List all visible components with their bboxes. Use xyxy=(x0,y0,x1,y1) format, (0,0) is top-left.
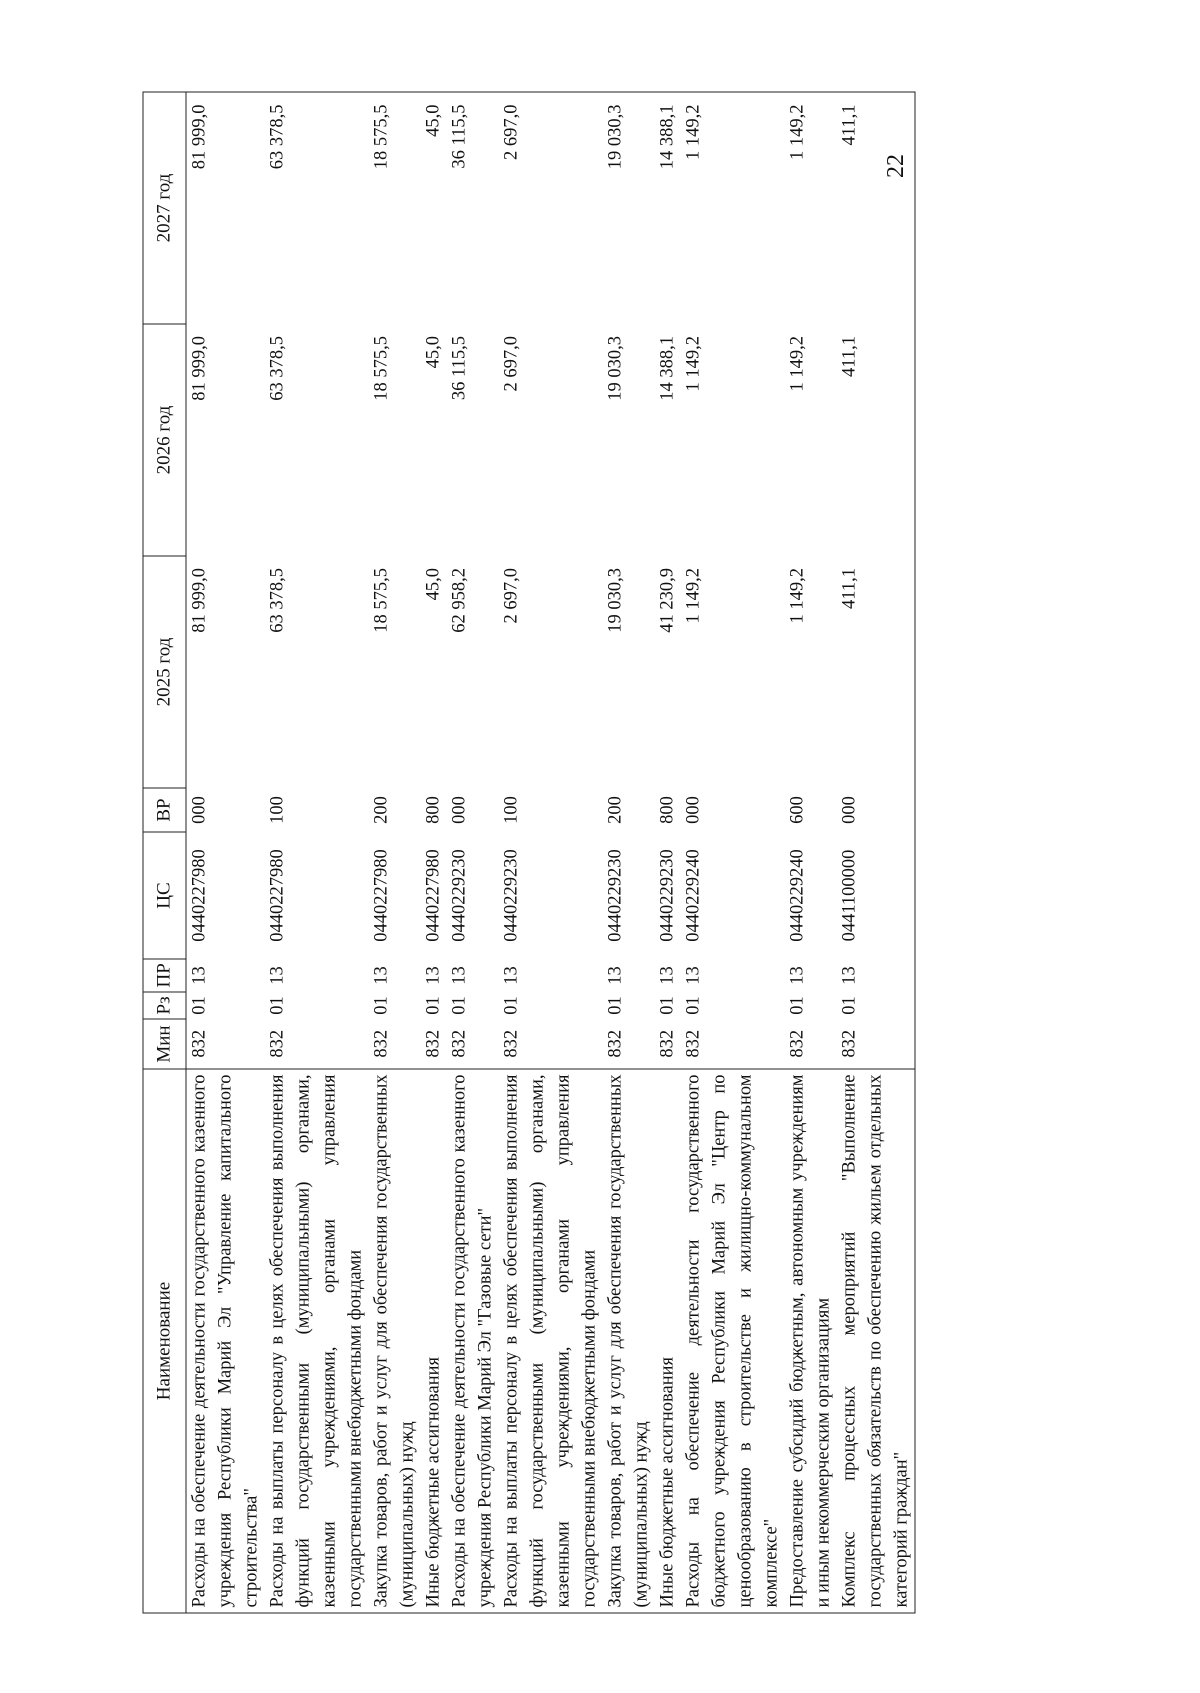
cell-y2027 xyxy=(836,92,915,324)
cell-value: 01 xyxy=(371,996,391,1015)
cell-y2026 xyxy=(264,324,368,556)
cell-value: 01 xyxy=(605,996,625,1015)
cell-y2026 xyxy=(446,324,498,556)
cell-y2026 xyxy=(680,324,784,556)
cell-value: 0440229230 xyxy=(657,849,677,942)
cell-y2027 xyxy=(654,92,680,324)
cell-y2025 xyxy=(420,556,446,788)
cell-value: 411,1 xyxy=(839,568,859,609)
cell-value: 14 388,1 xyxy=(657,104,677,170)
cell-value: 81 999,0 xyxy=(189,568,209,633)
cell-y2026 xyxy=(654,324,680,556)
cell-y2025 xyxy=(368,556,420,788)
cell-value: 0440227980 xyxy=(423,849,443,942)
cell-y2025 xyxy=(654,556,680,788)
cell-rz xyxy=(264,992,368,1019)
cell-cs xyxy=(420,832,446,959)
cell-vr xyxy=(836,788,915,832)
cell-min xyxy=(186,1019,265,1069)
cell-value: 0440227980 xyxy=(267,849,287,942)
cell-name: Иные бюджетные ассигнования xyxy=(420,1069,446,1613)
cell-y2027 xyxy=(264,92,368,324)
cell-cs xyxy=(368,832,420,959)
cell-value: 800 xyxy=(423,796,443,824)
cell-value: 13 xyxy=(189,966,209,985)
cell-vr xyxy=(446,788,498,832)
cell-value: 14 388,1 xyxy=(657,336,677,401)
cell-name: Предоставление субсидий бюджетным, автономным учреждениям и иным некоммерческим организациям xyxy=(784,1069,836,1613)
cell-rz xyxy=(654,992,680,1019)
cell-name: Расходы на выплаты персоналу в целях обеспечения выполнения функций государственными (муниципальными) органами, казенными учреждениями, органами управления государственными внебюджетными фондами xyxy=(498,1069,602,1613)
cell-value: 19 030,3 xyxy=(605,568,625,633)
cell-value: 36 115,5 xyxy=(449,104,469,169)
cell-value: 0440229240 xyxy=(683,849,703,942)
cell-value: 01 xyxy=(189,996,209,1015)
cell-rz xyxy=(836,992,915,1019)
cell-rz xyxy=(446,992,498,1019)
cell-value: 832 xyxy=(605,1029,625,1058)
cell-value: 832 xyxy=(501,1029,521,1058)
cell-rz xyxy=(368,992,420,1019)
cell-name: Закупка товаров, работ и услуг для обеспечения государственных (муниципальных) нужд xyxy=(602,1069,654,1613)
cell-value: 2 697,0 xyxy=(501,336,521,392)
cell-vr xyxy=(368,788,420,832)
cell-value: 13 xyxy=(501,966,521,985)
cell-value: 13 xyxy=(657,966,677,985)
cell-y2025 xyxy=(264,556,368,788)
cell-y2025 xyxy=(498,556,602,788)
header-2025: 2025 год xyxy=(143,556,186,788)
cell-value: 832 xyxy=(371,1029,391,1058)
cell-value: 63 378,5 xyxy=(267,336,287,401)
cell-value: 01 xyxy=(423,996,443,1015)
cell-y2027 xyxy=(498,92,602,324)
cell-value: 200 xyxy=(371,796,391,824)
cell-value: 411,1 xyxy=(839,104,859,146)
cell-value: 832 xyxy=(423,1029,443,1058)
cell-value: 19 030,3 xyxy=(605,336,625,401)
cell-vr xyxy=(602,788,654,832)
cell-vr xyxy=(680,788,784,832)
cell-min xyxy=(368,1019,420,1069)
rotated-table-container xyxy=(142,93,930,1614)
header-min: Мин xyxy=(143,1019,186,1069)
cell-y2026 xyxy=(498,324,602,556)
cell-rz xyxy=(602,992,654,1019)
cell-value: 000 xyxy=(839,796,859,824)
header-2026: 2026 год xyxy=(143,324,186,556)
cell-value: 01 xyxy=(657,996,677,1015)
cell-vr xyxy=(498,788,602,832)
cell-y2026 xyxy=(602,324,654,556)
cell-value: 000 xyxy=(683,796,703,824)
header-rz: Рз xyxy=(143,992,186,1019)
cell-name: Расходы на обеспечение деятельности государственного бюджетного учреждения Республики Марий Эл "Центр по ценообразованию в строительстве и жилищно-коммунальном комплексе" xyxy=(680,1069,784,1613)
cell-value: 832 xyxy=(787,1029,807,1058)
cell-value: 13 xyxy=(449,966,469,985)
cell-value: 41 230,9 xyxy=(657,568,677,633)
cell-vr xyxy=(784,788,836,832)
table-row xyxy=(498,92,602,1613)
cell-value: 832 xyxy=(267,1029,287,1058)
cell-value: 63 378,5 xyxy=(267,104,287,170)
cell-value: 832 xyxy=(189,1029,209,1058)
cell-y2025 xyxy=(446,556,498,788)
cell-y2026 xyxy=(420,324,446,556)
cell-min xyxy=(680,1019,784,1069)
cell-value: 45,0 xyxy=(423,104,443,137)
cell-value: 100 xyxy=(501,796,521,824)
cell-pr xyxy=(784,959,836,992)
cell-cs xyxy=(446,832,498,959)
cell-name: Иные бюджетные ассигнования xyxy=(654,1069,680,1613)
cell-cs xyxy=(654,832,680,959)
cell-value: 13 xyxy=(787,966,807,985)
cell-min xyxy=(420,1019,446,1069)
cell-value: 18 575,5 xyxy=(371,568,391,633)
cell-value: 832 xyxy=(449,1029,469,1058)
cell-value: 01 xyxy=(787,996,807,1015)
cell-y2027 xyxy=(602,92,654,324)
cell-value: 411,1 xyxy=(839,336,859,377)
cell-value: 0440229230 xyxy=(605,849,625,942)
cell-value: 1 149,2 xyxy=(683,104,703,160)
cell-pr xyxy=(186,959,265,992)
cell-value: 600 xyxy=(787,796,807,824)
cell-name: Расходы на обеспечение деятельности государственного казенного учреждения Республики Марий Эл "Управление капитального строительства" xyxy=(186,1069,265,1613)
cell-rz xyxy=(420,992,446,1019)
cell-y2027 xyxy=(368,92,420,324)
cell-value: 832 xyxy=(839,1029,859,1058)
cell-cs xyxy=(680,832,784,959)
table-row xyxy=(420,92,446,1613)
table-row xyxy=(784,92,836,1613)
cell-vr xyxy=(186,788,265,832)
cell-y2025 xyxy=(186,556,265,788)
cell-value: 13 xyxy=(605,966,625,985)
cell-value: 0440229230 xyxy=(449,849,469,942)
cell-value: 13 xyxy=(423,966,443,985)
page-number: 22 xyxy=(883,154,909,178)
cell-min xyxy=(264,1019,368,1069)
cell-value: 45,0 xyxy=(423,336,443,369)
header-pr: ПР xyxy=(143,959,186,992)
cell-value: 13 xyxy=(683,966,703,985)
cell-cs xyxy=(784,832,836,959)
cell-value: 01 xyxy=(501,996,521,1015)
cell-value: 832 xyxy=(657,1029,677,1058)
cell-value: 200 xyxy=(605,796,625,824)
cell-value: 0440227980 xyxy=(371,849,391,942)
cell-y2025 xyxy=(602,556,654,788)
table-row xyxy=(836,92,915,1613)
cell-min xyxy=(446,1019,498,1069)
budget-table xyxy=(142,92,915,1614)
table-row xyxy=(680,92,784,1613)
cell-value: 19 030,3 xyxy=(605,104,625,170)
cell-cs xyxy=(836,832,915,959)
table-row xyxy=(264,92,368,1613)
cell-pr xyxy=(264,959,368,992)
cell-rz xyxy=(680,992,784,1019)
cell-value: 62 958,2 xyxy=(449,568,469,633)
cell-pr xyxy=(602,959,654,992)
table-row xyxy=(654,92,680,1613)
cell-value: 36 115,5 xyxy=(449,336,469,401)
cell-value: 1 149,2 xyxy=(787,568,807,624)
cell-y2026 xyxy=(186,324,265,556)
cell-pr xyxy=(368,959,420,992)
cell-pr xyxy=(446,959,498,992)
cell-value: 63 378,5 xyxy=(267,568,287,633)
cell-value: 01 xyxy=(683,996,703,1015)
cell-cs xyxy=(186,832,265,959)
cell-min xyxy=(602,1019,654,1069)
table-body xyxy=(186,92,915,1613)
cell-value: 18 575,5 xyxy=(371,336,391,401)
cell-min xyxy=(784,1019,836,1069)
cell-value: 0440229230 xyxy=(501,849,521,942)
cell-cs xyxy=(498,832,602,959)
cell-value: 0440229240 xyxy=(787,849,807,942)
cell-value: 1 149,2 xyxy=(683,568,703,624)
cell-value: 81 999,0 xyxy=(189,336,209,401)
cell-pr xyxy=(420,959,446,992)
cell-value: 81 999,0 xyxy=(189,104,209,170)
cell-y2027 xyxy=(784,92,836,324)
header-cs: ЦС xyxy=(143,832,186,959)
cell-name: Закупка товаров, работ и услуг для обеспечения государственных (муниципальных) нужд xyxy=(368,1069,420,1613)
header-name: Наименование xyxy=(143,1069,186,1613)
table-row xyxy=(446,92,498,1613)
cell-pr xyxy=(836,959,915,992)
cell-min xyxy=(654,1019,680,1069)
cell-value: 13 xyxy=(371,966,391,985)
cell-y2025 xyxy=(836,556,915,788)
cell-rz xyxy=(186,992,265,1019)
cell-cs xyxy=(602,832,654,959)
cell-value: 0441100000 xyxy=(839,849,859,942)
header-vr: ВР xyxy=(143,788,186,832)
cell-value: 000 xyxy=(449,796,469,824)
cell-value: 1 149,2 xyxy=(787,104,807,160)
cell-y2026 xyxy=(836,324,915,556)
cell-y2026 xyxy=(368,324,420,556)
cell-value: 1 149,2 xyxy=(683,336,703,392)
cell-value: 832 xyxy=(683,1029,703,1058)
cell-name: Комплекс процессных мероприятий "Выполнение государственных обязательств по обеспечению жильем отдельных категорий граждан" xyxy=(836,1069,915,1613)
cell-vr xyxy=(654,788,680,832)
cell-value: 13 xyxy=(267,966,287,985)
cell-value: 2 697,0 xyxy=(501,104,521,160)
cell-value: 000 xyxy=(189,796,209,824)
cell-y2027 xyxy=(446,92,498,324)
cell-cs xyxy=(264,832,368,959)
table-row xyxy=(186,92,265,1613)
cell-pr xyxy=(680,959,784,992)
cell-value: 01 xyxy=(839,996,859,1015)
cell-y2025 xyxy=(784,556,836,788)
cell-pr xyxy=(498,959,602,992)
cell-min xyxy=(498,1019,602,1069)
cell-value: 01 xyxy=(267,996,287,1015)
header-2027: 2027 год xyxy=(143,92,186,324)
cell-min xyxy=(836,1019,915,1069)
cell-value: 1 149,2 xyxy=(787,336,807,392)
cell-value: 100 xyxy=(267,796,287,824)
cell-y2027 xyxy=(680,92,784,324)
table-row xyxy=(602,92,654,1613)
table-header-row xyxy=(143,92,186,1613)
cell-value: 01 xyxy=(449,996,469,1015)
cell-rz xyxy=(498,992,602,1019)
cell-vr xyxy=(264,788,368,832)
cell-y2027 xyxy=(420,92,446,324)
cell-value: 18 575,5 xyxy=(371,104,391,170)
cell-rz xyxy=(784,992,836,1019)
cell-y2026 xyxy=(784,324,836,556)
table-row xyxy=(368,92,420,1613)
cell-value: 2 697,0 xyxy=(501,568,521,624)
cell-value: 13 xyxy=(839,966,859,985)
cell-pr xyxy=(654,959,680,992)
cell-vr xyxy=(420,788,446,832)
cell-name: Расходы на обеспечение деятельности государственного казенного учреждения Республики Марий Эл "Газовые сети" xyxy=(446,1069,498,1613)
cell-y2025 xyxy=(680,556,784,788)
cell-value: 45,0 xyxy=(423,568,443,601)
cell-value: 0440227980 xyxy=(189,849,209,942)
cell-name: Расходы на выплаты персоналу в целях обеспечения выполнения функций государственными (муниципальными) органами, казенными учреждениями, органами управления государственными внебюджетными фондами xyxy=(264,1069,368,1613)
cell-value: 800 xyxy=(657,796,677,824)
cell-y2027 xyxy=(186,92,265,324)
